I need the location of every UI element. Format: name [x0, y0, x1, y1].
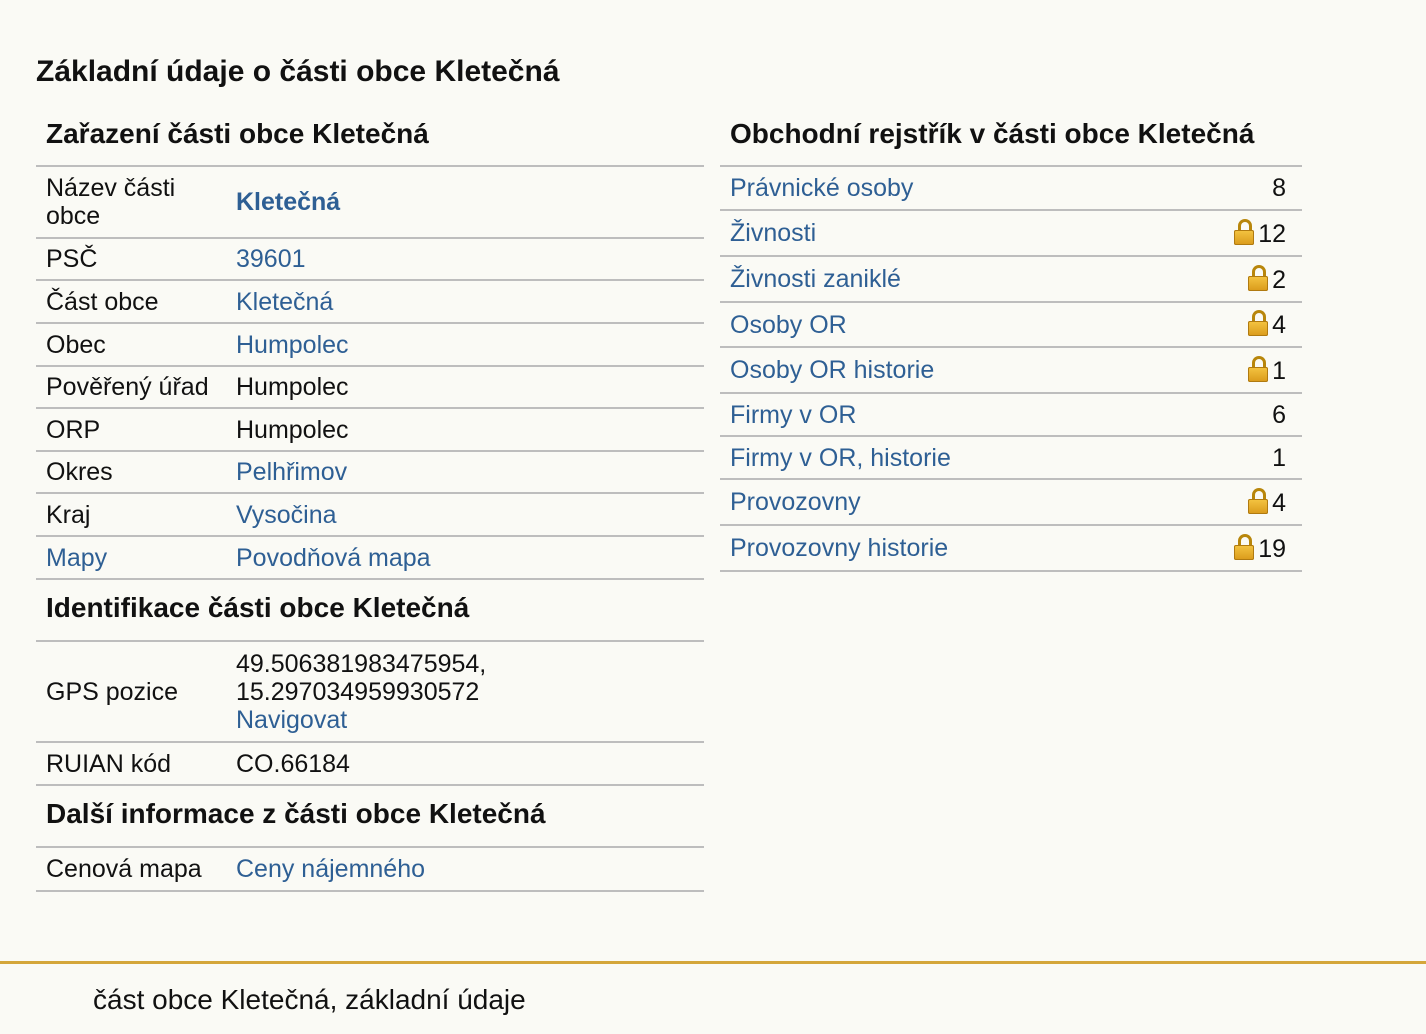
left-column [36, 108, 704, 892]
lock-icon [1248, 488, 1268, 514]
table-row [36, 167, 704, 238]
table-row [36, 742, 704, 785]
lock-icon [1248, 356, 1268, 382]
table-row [720, 479, 1302, 525]
table-row [36, 451, 704, 493]
count: 4 [1272, 488, 1286, 517]
rejstrik-table [720, 167, 1302, 572]
row-key-obec: Obec [36, 323, 226, 366]
mapy-link[interactable]: Mapy [46, 543, 108, 572]
page-title: Základní údaje o části obce Kletečná [36, 55, 560, 88]
row-key-orp: ORP [36, 408, 226, 451]
count: 4 [1272, 311, 1286, 339]
zarazeni-title: Zařazení části obce Kletečná [36, 108, 704, 167]
rejstrik-link-osoby-or[interactable]: Osoby OR [730, 310, 847, 339]
table-row [720, 167, 1302, 210]
rejstrik-link-zivnosti-zanikle[interactable]: Živnosti zaniklé [730, 265, 901, 293]
gps-latitude: 49.506381983475954, [236, 649, 487, 678]
rejstrik-link-osoby-or-historie[interactable]: Osoby OR historie [730, 356, 935, 384]
table-row [720, 436, 1302, 479]
rejstrik-title: Obchodní rejstřík v části obce Kletečná [720, 108, 1302, 167]
navigovat-link[interactable]: Navigovat [236, 705, 348, 734]
ceny-najemneho-link[interactable]: Ceny nájemného [236, 855, 426, 883]
count: 1 [1272, 356, 1286, 385]
row-key-okres: Okres [36, 451, 226, 493]
row-key-nazev: Název části obce [36, 167, 226, 238]
table-row [36, 366, 704, 408]
table-row [720, 302, 1302, 347]
rejstrik-link-firmy-v-or-historie[interactable]: Firmy v OR, historie [730, 443, 951, 472]
count: 2 [1272, 265, 1286, 294]
povereny-urad-value: Humpolec [226, 366, 704, 408]
count: 1 [1272, 443, 1286, 472]
count: 12 [1258, 219, 1286, 248]
table-row [36, 493, 704, 536]
table-row [36, 642, 704, 742]
rejstrik-link-firmy-v-or[interactable]: Firmy v OR [730, 400, 857, 429]
table-row [36, 323, 704, 366]
rejstrik-link-provozovny[interactable]: Provozovny [730, 488, 861, 516]
footer-divider [0, 961, 1426, 964]
identifikace-title: Identifikace části obce Kletečná [36, 580, 704, 642]
identifikace-table [36, 642, 704, 786]
lock-icon [1234, 219, 1254, 245]
right-column [720, 108, 1302, 572]
lock-icon [1234, 534, 1254, 560]
table-row [720, 393, 1302, 436]
table-row [36, 408, 704, 451]
table-row [36, 536, 704, 579]
okres-link[interactable]: Pelhřimov [236, 458, 348, 486]
ruian-label: RUIAN kód [36, 742, 226, 785]
lock-icon [1248, 310, 1268, 336]
dalsi-informace-table [36, 848, 704, 892]
table-row [36, 280, 704, 323]
zarazeni-table [36, 167, 704, 580]
rejstrik-link-zivnosti[interactable]: Živnosti [730, 219, 817, 247]
gps-label: GPS pozice [36, 642, 226, 742]
psc-link[interactable]: 39601 [236, 245, 306, 273]
ruian-value: CO.66184 [226, 742, 704, 785]
row-key-kraj: Kraj [36, 493, 226, 536]
povodnova-mapa-link[interactable]: Povodňová mapa [236, 543, 431, 572]
row-key-povereny-urad: Pověřený úřad [36, 366, 226, 408]
table-row [720, 525, 1302, 571]
rejstrik-link-provozovny-historie[interactable]: Provozovny historie [730, 534, 949, 562]
cenova-mapa-label: Cenová mapa [36, 848, 226, 891]
dalsi-informace-title: Další informace z části obce Kletečná [36, 786, 704, 848]
row-key-cast-obce: Část obce [36, 280, 226, 323]
nazev-link[interactable]: Kletečná [236, 188, 341, 216]
cast-obce-link[interactable]: Kletečná [236, 287, 334, 316]
count: 8 [1272, 174, 1286, 202]
obec-link[interactable]: Humpolec [236, 330, 349, 359]
table-row [36, 848, 704, 891]
table-row [720, 256, 1302, 302]
count: 19 [1258, 534, 1286, 563]
footer-text: část obce Kletečná, základní údaje [93, 984, 526, 1015]
orp-value: Humpolec [226, 408, 704, 451]
table-row [36, 238, 704, 280]
row-key-psc: PSČ [36, 238, 226, 280]
gps-value [226, 642, 704, 742]
table-row [720, 347, 1302, 393]
count: 6 [1272, 400, 1286, 429]
lock-icon [1248, 265, 1268, 291]
table-row [720, 210, 1302, 256]
kraj-link[interactable]: Vysočina [236, 500, 337, 529]
gps-longitude: 15.297034959930572 [236, 677, 480, 706]
rejstrik-link-pravnicke-osoby[interactable]: Právnické osoby [730, 174, 914, 202]
